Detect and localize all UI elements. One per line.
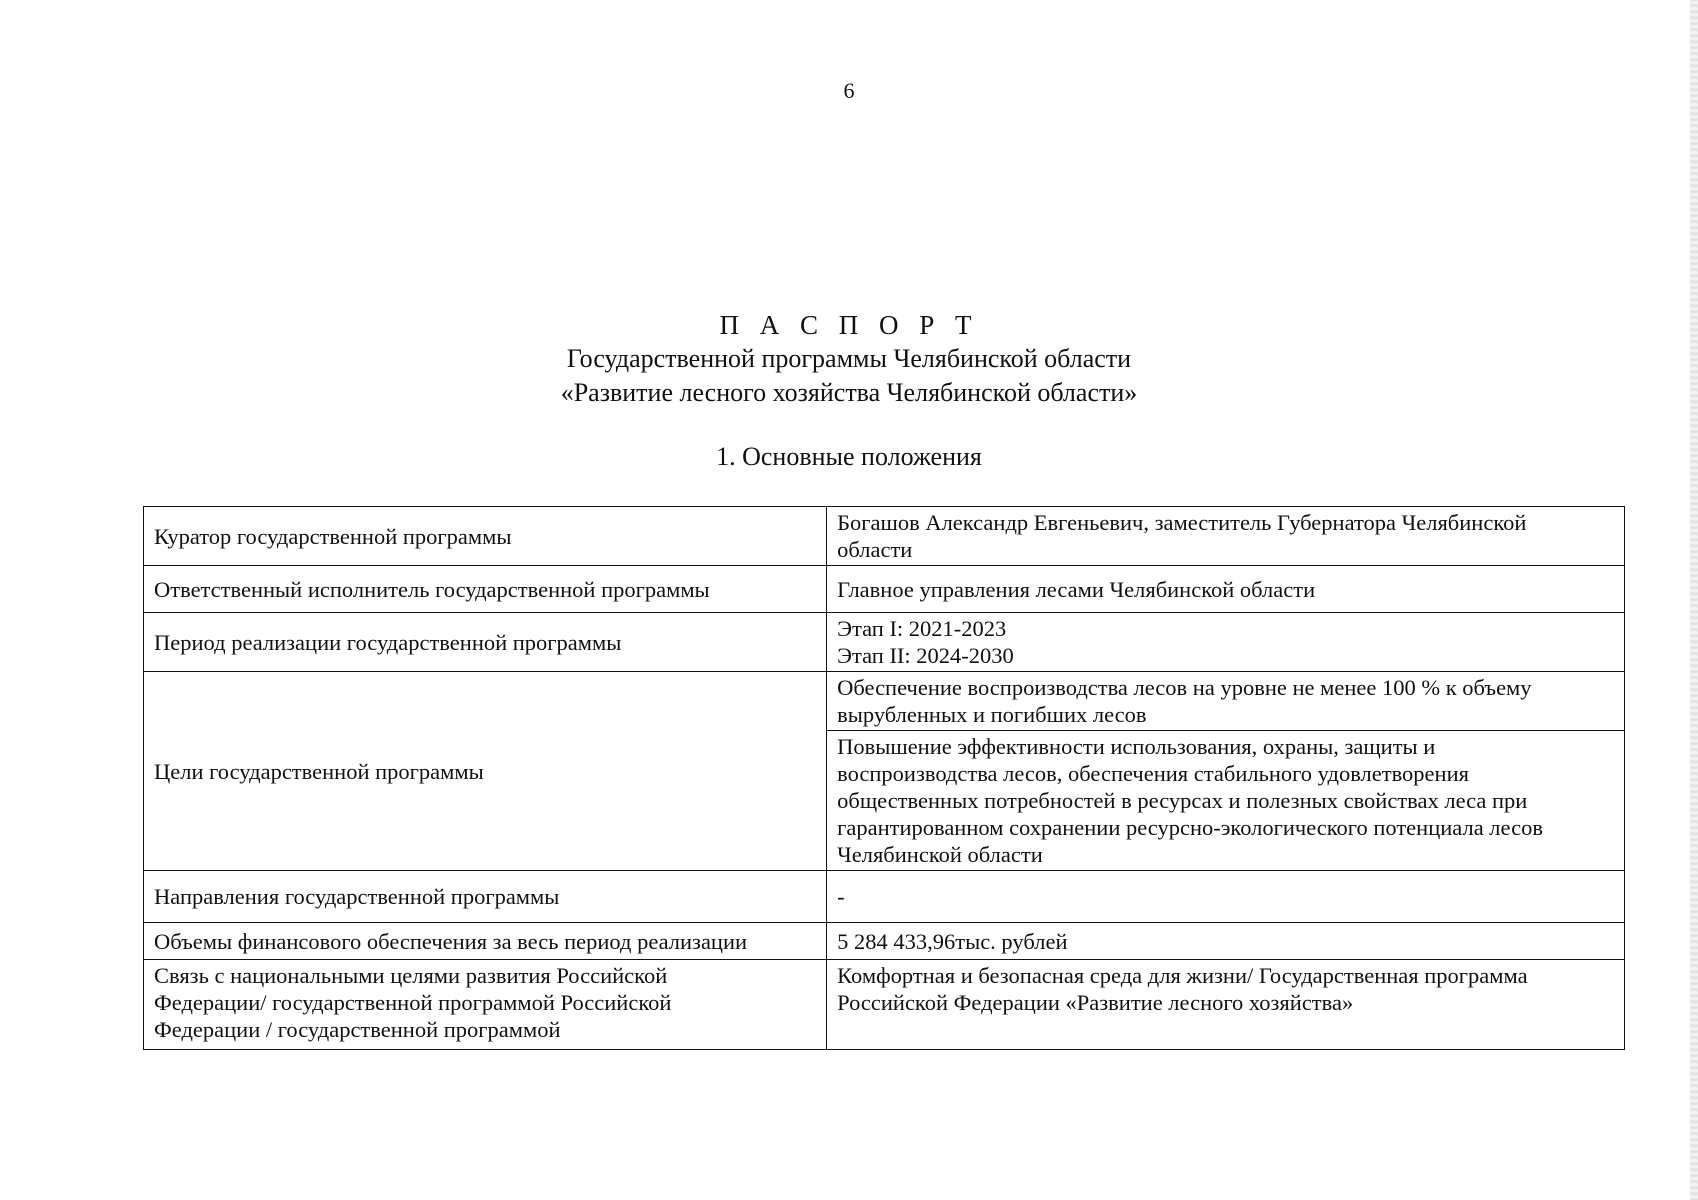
funding-value: 5 284 433,96тыс. рублей (827, 923, 1625, 960)
links-label-line3: Федерации / государственной программой (154, 1017, 561, 1042)
executor-label: Ответственный исполнитель государственной программы (144, 566, 827, 613)
goals-label: Цели государственной программы (144, 672, 827, 871)
curator-value (827, 507, 1625, 566)
goal-2-line1: Повышение эффективности использования, охраны, защиты и (837, 734, 1436, 759)
links-label (144, 960, 827, 1050)
document-subtitle-line2: «Развитие лесного хозяйства Челябинской области» (560, 378, 1138, 407)
scan-edge-artifact (1690, 0, 1698, 1200)
links-label-line1: Связь с национальными целями развития Российской (154, 963, 668, 988)
goal-2-line4: гарантированном сохранении ресурсно-экологического потенциала лесов (837, 815, 1543, 840)
passport-table (143, 506, 1625, 1050)
curator-value-line2: области (837, 537, 913, 562)
goal-2-line5: Челябинской области (837, 842, 1043, 867)
goal-1-line1: Обеспечение воспроизводства лесов на уровне не менее 100 % к объему (837, 675, 1532, 700)
directions-label: Направления государственной программы (144, 871, 827, 923)
goal-2-line2: воспроизводства лесов, обеспечения стабильного удовлетворения (837, 761, 1469, 786)
funding-label: Объемы финансового обеспечения за весь период реализации (144, 923, 827, 960)
period-value (827, 613, 1625, 672)
table-row-directions (144, 871, 1625, 923)
links-value-line2: Российской Федерации «Развитие лесного хозяйства» (837, 990, 1354, 1015)
curator-value-line1: Богашов Александр Евгеньевич, заместитель Губернатора Челябинской (837, 510, 1527, 535)
goal-1 (827, 672, 1625, 731)
table-row-links (144, 960, 1625, 1050)
table-row-period (144, 613, 1625, 672)
section-heading: 1. Основные положения (716, 442, 982, 471)
goal-2 (827, 731, 1625, 871)
table-row-curator (144, 507, 1625, 566)
links-value-line1: Комфортная и безопасная среда для жизни/ Государственная программа (837, 963, 1528, 988)
period-stage1: Этап I: 2021-2023 (837, 616, 1007, 641)
table-row-executor (144, 566, 1625, 613)
document-subtitle-line1: Государственной программы Челябинской области (566, 344, 1132, 373)
goal-1-line2: вырубленных и погибших лесов (837, 702, 1147, 727)
goal-2-line3: общественных потребностей в ресурсах и полезных свойствах леса при (837, 788, 1528, 813)
executor-value: Главное управления лесами Челябинской области (827, 566, 1625, 613)
directions-value: - (827, 871, 1625, 923)
period-stage2: Этап II: 2024-2030 (837, 643, 1014, 668)
period-label: Период реализации государственной программы (144, 613, 827, 672)
curator-label: Куратор государственной программы (144, 507, 827, 566)
links-label-line2: Федерации/ государственной программой Российской (154, 990, 672, 1015)
page-number: 6 (843, 78, 855, 103)
table-row-funding (144, 923, 1625, 960)
document-header (0, 308, 1698, 410)
table-row-goals-1 (144, 672, 1625, 731)
links-value (827, 960, 1625, 1050)
document-title: П А С П О Р Т (719, 310, 979, 340)
